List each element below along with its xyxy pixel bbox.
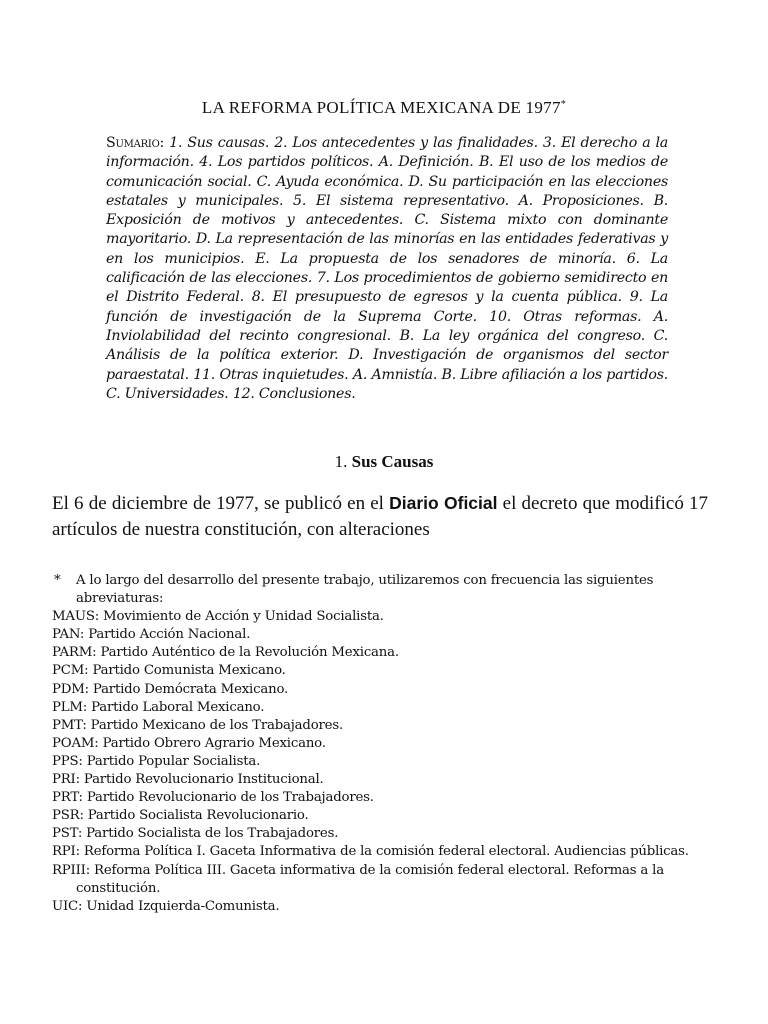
title-text: LA REFORMA POLÍTICA MEXICANA DE 1977 bbox=[201, 98, 561, 117]
abbreviation-item: UIC: Unidad Izquierda-Comunista. bbox=[52, 898, 280, 914]
abbreviation-item: PCM: Partido Comunista Mexicano. bbox=[52, 663, 286, 679]
body-bold-term: Diario Oficial bbox=[389, 493, 498, 513]
summary-text: 1. Sus causas. 2. Los antecedentes y las finalidades. 3. El derecho a la información. 4. Los partidos políticos. A. Definición. B. El uso de los medios de comunicación social. C. Ayuda económica. D. Su participación en las elecciones estatales y municipales. 5. El sistema representativo. A. Proposiciones. B. Exposición de motivos y antecedentes. C. Sistema mixto con dominante mayoritario. D. La representación de las minorías en las entidades federativas y en los municipios. E. La propuesta de los senadores de minoría. 6. La calificación de las elecciones. 7. Los procedimientos de gobierno semidirecto en el Distrito Federal. 8. El presupuesto de egresos y la cuenta pública. 9. La función de investigación de la Suprema Corte. 10. Otras reformas. A. Inviolabilidad del recinto congresional. B. La ley orgánica del congreso. C. Análisis de la política exterior. D. Investigación de organismos del sector paraestatal. 11. Otras inquietudes. A. Amnistía. B. Libre afiliación a los partidos. C. Universidades. 12. Conclusiones. bbox=[106, 135, 668, 402]
footnote-intro bbox=[52, 572, 712, 608]
abbreviation-item: PST: Partido Socialista de los Trabajadores. bbox=[52, 826, 339, 842]
summary bbox=[106, 134, 668, 404]
abbreviation-item: RPIII: Reforma Política III. Gaceta informativa de la comisión federal electoral. Reformas a la constitución. bbox=[52, 862, 664, 896]
abbreviation-item: PSR: Partido Socialista Revolucionario. bbox=[52, 808, 309, 824]
abbreviation-item: RPI: Reforma Política I. Gaceta Informativa de la comisión federal electoral. Audiencias públicas. bbox=[52, 844, 689, 860]
section-title: Sus Causas bbox=[351, 452, 434, 471]
body-text-before: El 6 de diciembre de 1977, se publicó en el bbox=[52, 493, 390, 514]
body-paragraph bbox=[52, 490, 708, 543]
section-number: 1. bbox=[334, 452, 348, 471]
abbreviation-item: PMT: Partido Mexicano de los Trabajadores. bbox=[52, 717, 343, 733]
abbreviation-item: PPS: Partido Popular Socialista. bbox=[52, 753, 261, 769]
footnote bbox=[52, 572, 712, 916]
abbreviation-item: PRI: Partido Revolucionario Institucional. bbox=[52, 772, 324, 788]
abbreviation-item: PARM: Partido Auténtico de la Revolución Mexicana. bbox=[52, 645, 399, 661]
abbreviation-item: PRT: Partido Revolucionario de los Trabajadores. bbox=[52, 790, 374, 806]
abbreviation-item: PDM: Partido Demócrata Mexicano. bbox=[52, 681, 289, 697]
abbreviation-item: PAN: Partido Acción Nacional. bbox=[52, 627, 251, 643]
abbreviation-item: PLM: Partido Laboral Mexicano. bbox=[52, 699, 265, 715]
abbreviation-item: POAM: Partido Obrero Agrario Mexicano. bbox=[52, 735, 326, 751]
footnote-intro-text: A lo largo del desarrollo del presente trabajo, utilizaremos con frecuencia las siguientes abreviaturas: bbox=[76, 573, 654, 607]
document-title bbox=[0, 98, 768, 118]
abbreviation-item: MAUS: Movimiento de Acción y Unidad Socialista. bbox=[52, 609, 384, 625]
section-heading bbox=[0, 452, 768, 472]
title-footnote-marker: * bbox=[560, 99, 567, 110]
summary-label: Sumario: bbox=[106, 135, 165, 151]
footnote-marker: * bbox=[54, 573, 61, 588]
body-text-after: el decreto que modificó 17 artículos de nuestra constitución, con alteraciones bbox=[52, 493, 708, 540]
